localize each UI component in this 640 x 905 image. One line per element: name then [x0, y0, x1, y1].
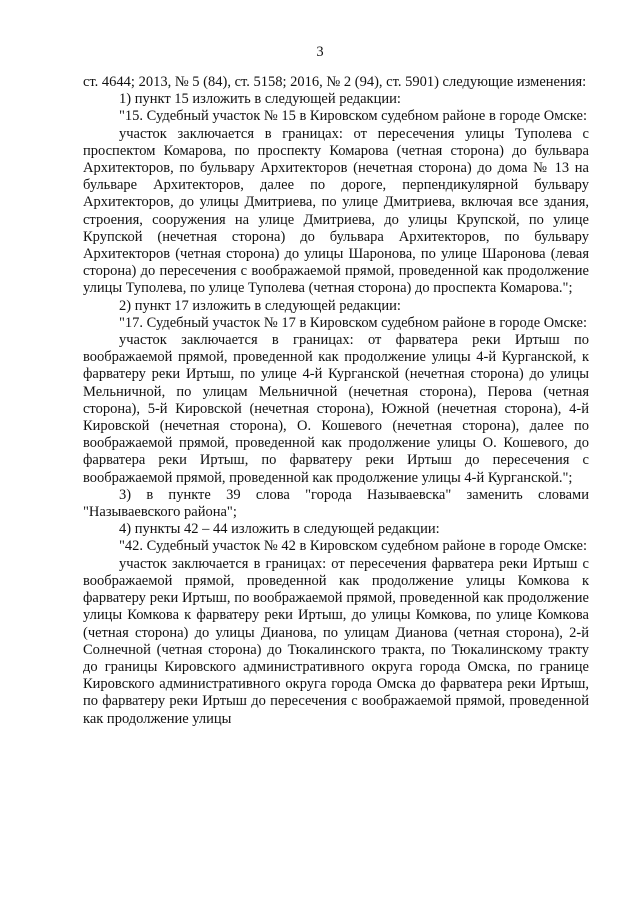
paragraph: участок заключается в границах: от фарватера реки Иртыш по воображаемой прямой, проведенной как продолжение улицы 4-й Курганской, к фарватеру реки Иртыш, по улице 4-й Курганской (нечетная сторона) до улицы Мельничной, по улицам Мельничной (нечетная сторона), Перова (четная сторона), 5-й Кировской (нечетная сторона), Южной (нечетная сторона), 4-й Кировской (нечетная сторона), О. Кошевого (нечетная сторона), далее по воображаемой прямой, проведенной как продолжение улицы О. Кошевого, до фарватера реки Иртыш, по фарватеру реки Иртыш до пересечения с воображаемой прямой, проведенной как продолжение улицы 4-й Курганской.";: [83, 332, 589, 486]
paragraph: 1) пункт 15 изложить в следующей редакции:: [119, 91, 401, 108]
paragraph: ст. 4644; 2013, № 5 (84), ст. 5158; 2016, № 2 (94), ст. 5901) следующие изменения:: [83, 74, 587, 90]
page-number: 3: [316, 44, 324, 60]
paragraph: участок заключается в границах: от пересечения улицы Туполева с проспектом Комарова, по проспекту Комарова (четная сторона) до бульвара Архитекторов, по бульвару Архитекторов (нечетная сторона) до дома № 13 на бульваре Архитекторов, далее по дороге, перпендикулярной бульвару Архитекторов, до улицы Дмитриева, по улице Дмитриева, включая все здания, строения, сооружения на улице Дмитриева, до улицы Крупской, по улице Крупской (нечетная сторона) до бульвара Архитекторов, по бульвару Архитекторов (четная сторона) до улицы Шаронова, по улице Шаронова (левая сторона) до пересечения с воображаемой прямой, проведенной как продолжение улицы Туполева, по улице Туполева (четная сторона) до проспекта Комарова.";: [83, 125, 589, 297]
paragraph: 2) пункт 17 изложить в следующей редакции:: [119, 297, 401, 314]
paragraph: 3) в пункте 39 слова "города Называевска" заменить словами "Называевского района";: [83, 486, 589, 521]
paragraph: "17. Судебный участок № 17 в Кировском судебном районе в городе Омске:: [119, 314, 588, 331]
paragraph: "42. Судебный участок № 42 в Кировском судебном районе в городе Омске:: [119, 538, 588, 555]
paragraph: участок заключается в границах: от пересечения фарватера реки Иртыш с воображаемой прямой, проведенной как продолжение улицы Комкова к фарватеру реки Иртыш, по воображаемой прямой, проведенной как продолжение улицы Комкова к фарватеру реки Иртыш, до улицы Комкова, по улице Комкова (четная сторона) до улицы Дианова, по улицам Дианова (четная сторона), 2-й Солнечной (четная сторона) до Тюкалинского тракта, по Тюкалинскому тракту до границы Кировского административного округа города Омска, по границе Кировского административного округа города Омска до фарватера реки Иртыш, по фарватеру реки Иртыш до пересечения с воображаемой прямой, проведенной как продолжение улицы: [83, 555, 589, 727]
document-body: [83, 74, 589, 728]
paragraph: 4) пункты 42 – 44 изложить в следующей редакции:: [119, 521, 440, 538]
paragraph: "15. Судебный участок № 15 в Кировском судебном районе в городе Омске:: [119, 108, 588, 125]
